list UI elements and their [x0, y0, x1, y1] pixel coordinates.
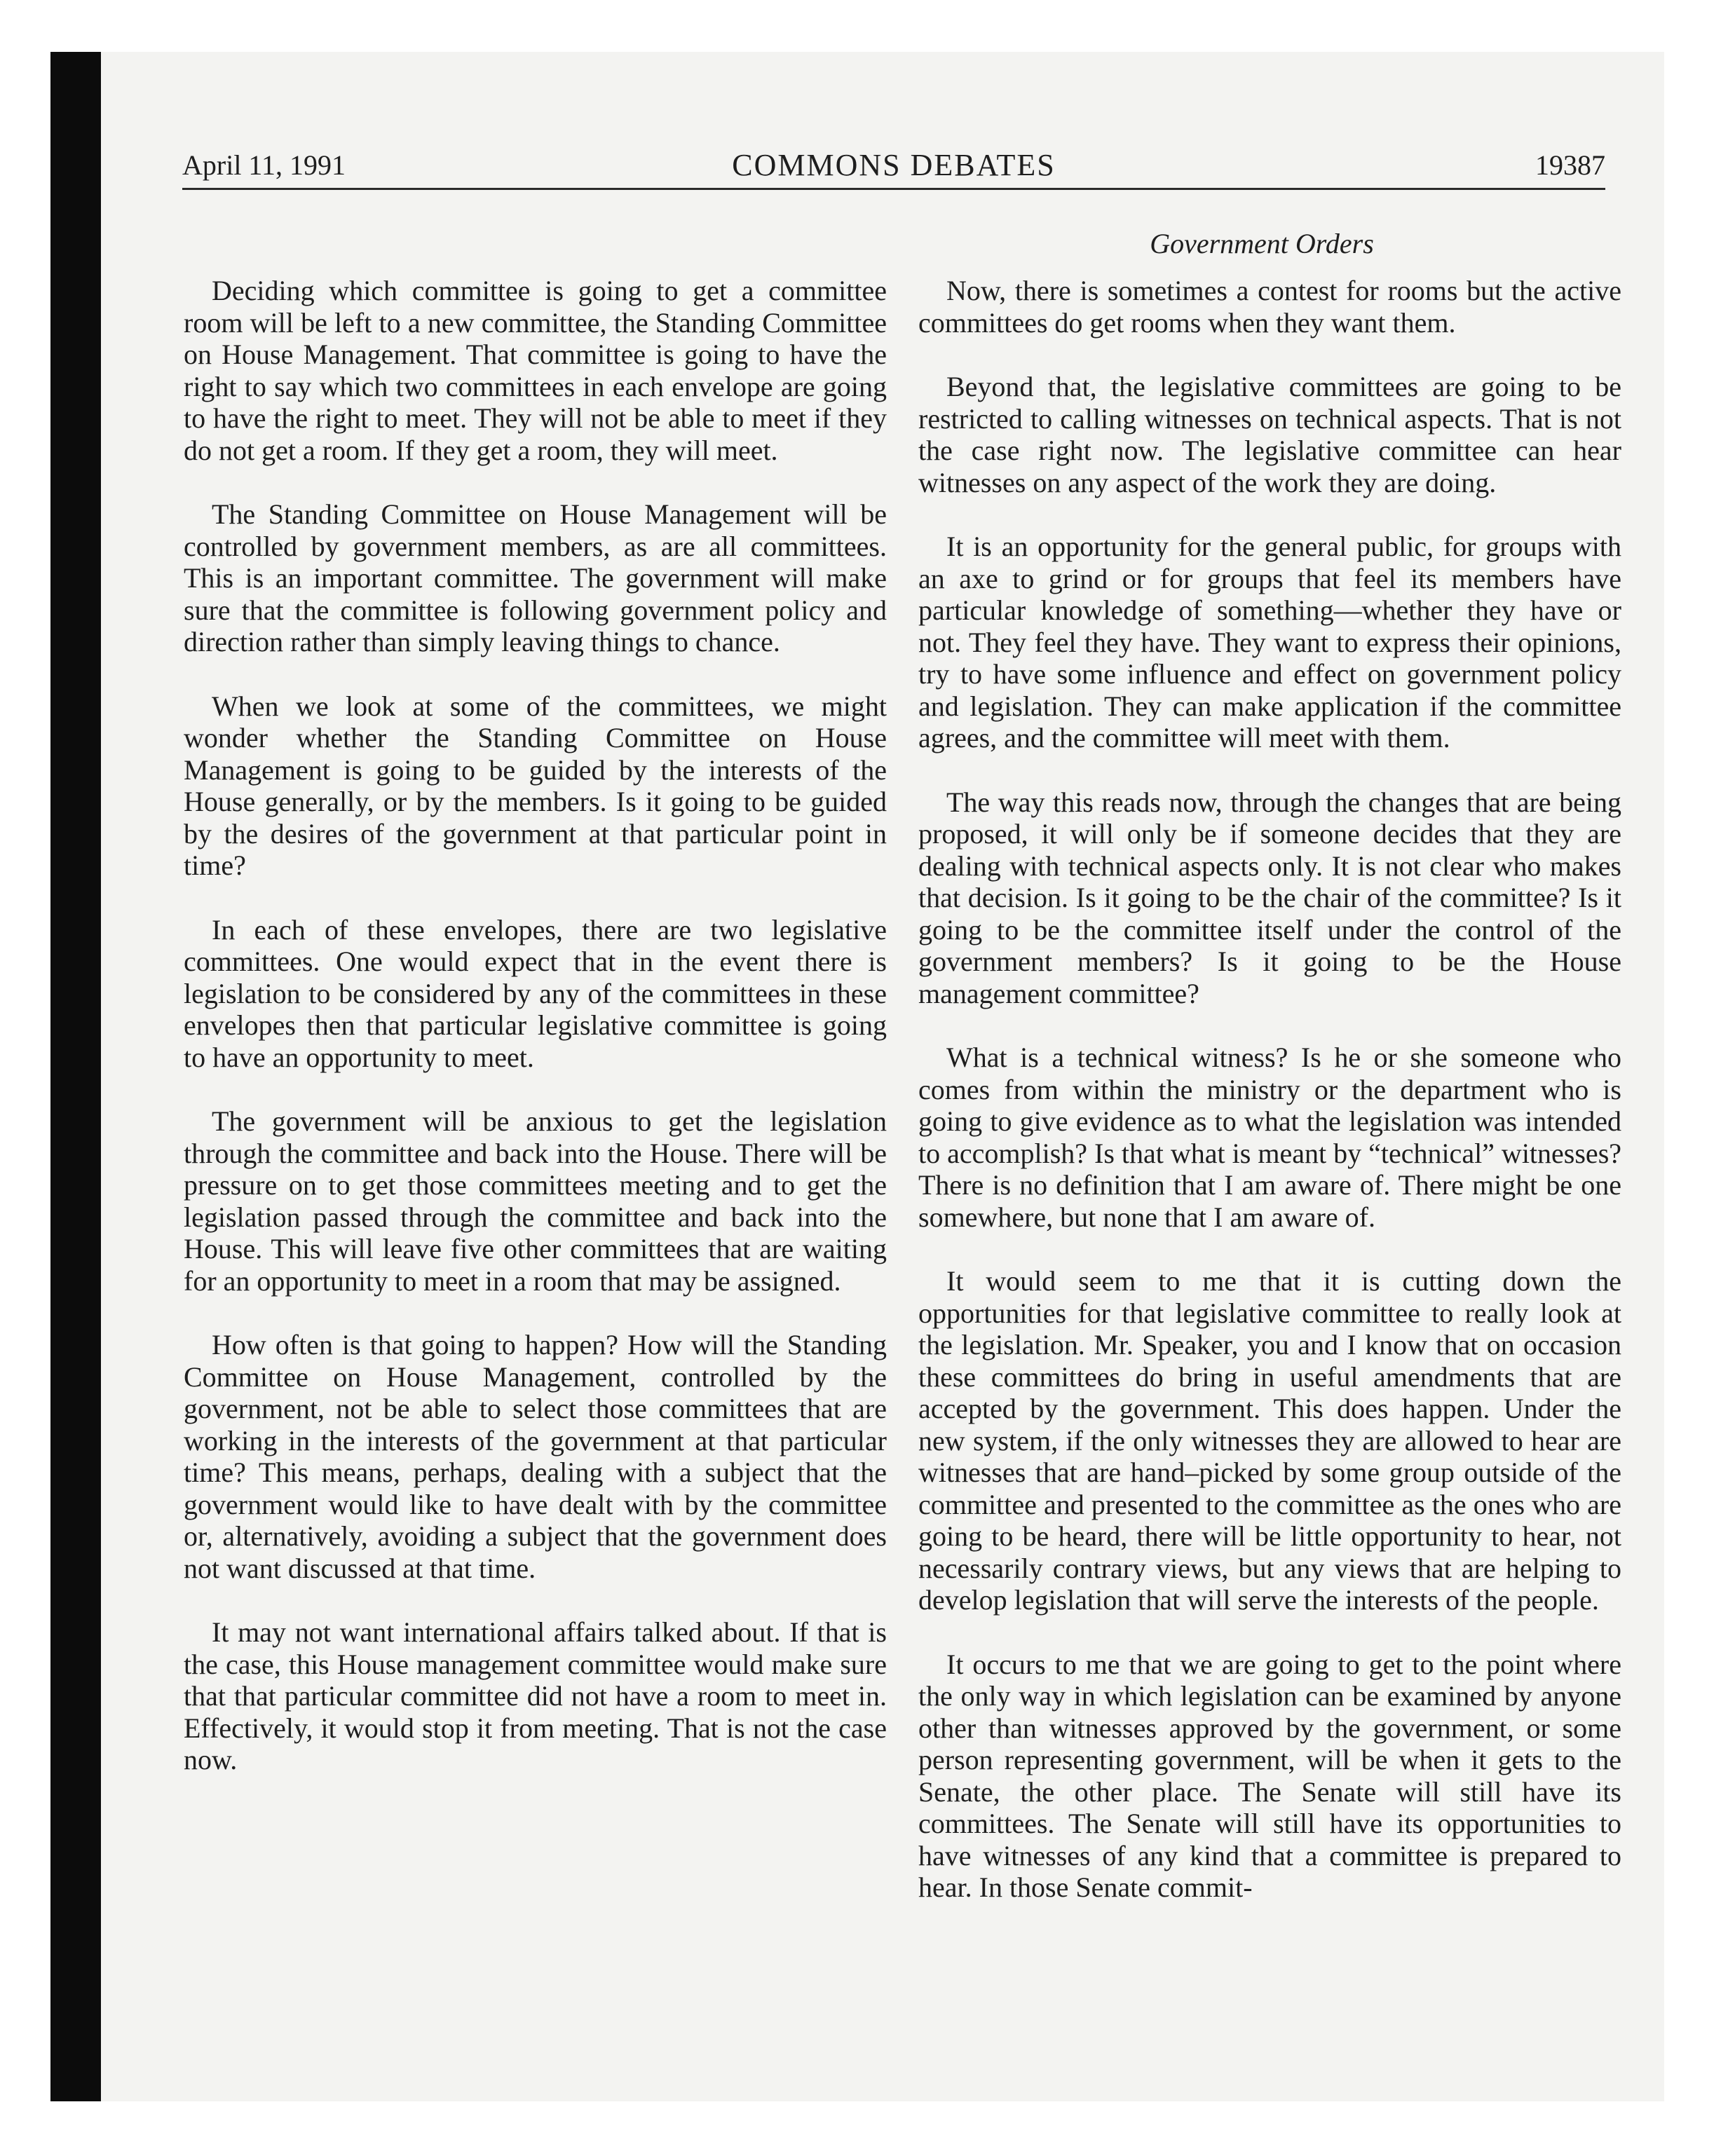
paragraph: It occurs to me that we are going to get to the point where the only way in which legislation can be examined by anyone other than witnesses approved by the government, or some person representing government, will be when it gets to the Senate, the other place. The Senate will still have its committees. The Senate will still have its opportunities to have witnesses of any kind that a committee is prepared to hear. In those Senate commit- [918, 1648, 1621, 1903]
header-date: April 11, 1991 [182, 149, 346, 181]
header-rule [182, 188, 1605, 190]
paragraph: When we look at some of the committees, we might wonder whether the Standing Committee on House Management is going to be guided by the interests of the House generally, or by the members. Is it going to be guided by the desires of the government at that particular point in time? [184, 690, 887, 881]
binding-shadow [50, 52, 101, 2101]
section-label: Government Orders [1150, 228, 1374, 259]
paragraph: Beyond that, the legislative committees are going to be restricted to calling witnesses on technical aspects. That is not the case right now. The legislative committee can hear witnesses on any aspect of the work they are doing. [918, 371, 1621, 498]
paragraph: Deciding which committee is going to get a committee room will be left to a new committee, the Standing Committee on House Management. That committee is going to have the right to say which two committees in each envelope are going to have the right to meet. They will not be able to meet if they do not get a room. If they get a room, they will meet. [184, 275, 887, 466]
paragraph: How often is that going to happen? How will the Standing Committee on House Management, controlled by the government, not be able to select those committees that are working in the interests of the government at that particular time? This means, perhaps, dealing with a subject that the government would like to have dealt with by the committee or, alternatively, avoiding a subject that the government does not want discussed at that time. [184, 1329, 887, 1584]
running-header [182, 146, 1605, 185]
paragraph: The way this reads now, through the changes that are being proposed, it will only be if someone decides that they are dealing with technical aspects only. It is not clear who makes that decision. Is it going to be the chair of the committee? Is it going to be the committee itself under the control of the government members? Is it going to be the House management committee? [918, 786, 1621, 1009]
paragraph: What is a technical witness? Is he or she someone who comes from within the ministry or the department who is going to give evidence as to what the legislation was intended to accomplish? Is that what is meant by “technical” witnesses? There is no definition that I am aware of. There might be one somewhere, but none that I am aware of. [918, 1042, 1622, 1233]
page-number: 19387 [1535, 149, 1605, 181]
paragraph: In each of these envelopes, there are two legislative committees. One would expect that in the event there is legislation to be considered by any of the committees in these envelopes then that particular legislative committee is going to have an opportunity to meet. [184, 913, 887, 1073]
paragraph: Now, there is sometimes a contest for rooms but the active committees do get rooms when they want them. [918, 275, 1621, 339]
paragraph: It is an opportunity for the general public, for groups with an axe to grind or for groups that feel its members have particular knowledge of something—whether they have or not. They feel they have. They want to express their opinions, try to have some influence and effect on government policy and legislation. They can make application if the committee agrees, and the committee will meet with them. [918, 531, 1621, 753]
paragraph: The Standing Committee on House Management will be controlled by government members, as are all committees. This is an important committee. The government will make sure that the committee is following government policy and direction rather than simply leaving things to chance. [184, 498, 887, 657]
right-column [918, 275, 1621, 1936]
paragraph: The government will be anxious to get the legislation through the committee and back into the House. There will be pressure on to get those committees meeting and to get the legislation passed through the committee and back into the House. This will leave five other committees that are waiting for an opportunity to meet in a room that may be assigned. [184, 1105, 887, 1297]
header-title: COMMONS DEBATES [732, 148, 1056, 182]
paragraph: It would seem to me that it is cutting down the opportunities for that legislative committee to really look at the legislation. Mr. Speaker, you and I know that on occasion these committees do bring in useful amendments that are accepted by the government. This does happen. Under the new system, if the only witnesses they are allowed to hear are witnesses that are hand–picked by some group outside of the committee and presented to the committee as the ones who are going to be heard, there will be little opportunity to hear, not necessarily contrary views, but any views that are helping to develop legislation that will serve the interests of the people. [918, 1265, 1621, 1616]
left-column [184, 275, 887, 1808]
paragraph: It may not want international affairs talked about. If that is the case, this House management committee would make sure that that particular committee did not have a room to meet in. Effectively, it would stop it from meeting. That is not the case now. [184, 1616, 887, 1775]
